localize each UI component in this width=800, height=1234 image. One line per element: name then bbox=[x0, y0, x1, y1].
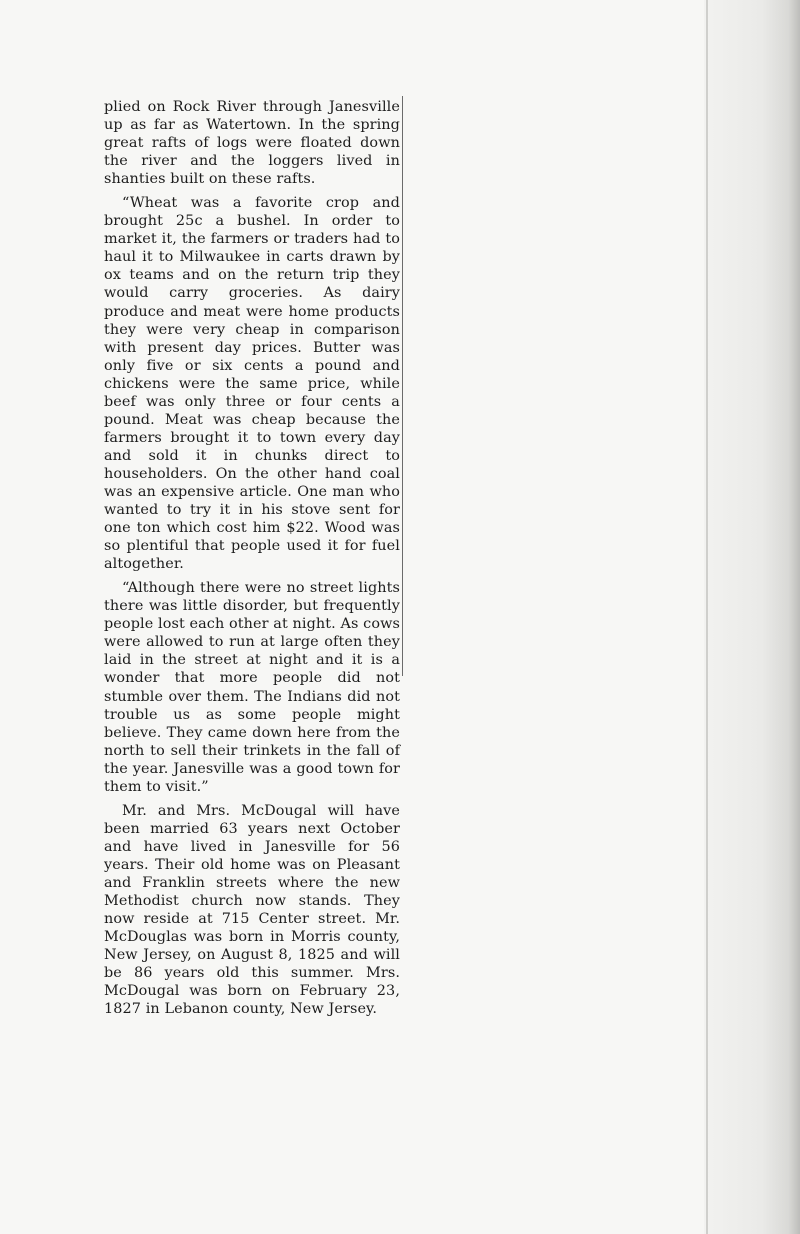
newspaper-column bbox=[104, 98, 400, 1018]
column-rule bbox=[402, 96, 403, 676]
article-paragraph-3: “Although there were no street lights there was little disorder, but frequently people lost each other at night. As cows were allowed to run at large often they laid in the street at night and it is a wonder that more people did not stumble over them. The Indians did not trouble us as some people might believe. They came down here from the north to sell their trinkets in the fall of the year. Janesville was a good town for them to visit.” bbox=[104, 580, 400, 795]
page-fold-line bbox=[706, 0, 708, 1234]
page-edge-shadow bbox=[704, 0, 800, 1234]
article-paragraph-1: plied on Rock River through Janesville up as far as Watertown. In the spring great rafts of logs were floated down the river and the loggers lived in shanties built on these rafts. bbox=[104, 99, 400, 188]
article-paragraph-2: “Wheat was a favorite crop and brought 25c a bushel. In order to market it, the farmers or traders had to haul it to Milwaukee in carts drawn by ox teams and on the return trip they would carry groceries. As dairy produce and meat were home products they were very cheap in comparison with present day prices. Butter was only five or six cents a pound and chickens were the same price, while beef was only three or four cents a pound. Meat was cheap because the farmers brought it to town every day and sold it in chunks direct to householders. On the other hand coal was an expensive article. One man who wanted to try it in his stove sent for one ton which cost him $22. Wood was so plentiful that people used it for fuel altogether. bbox=[104, 195, 400, 573]
article-paragraph-4: Mr. and Mrs. McDougal will have been married 63 years next October and have lived in Janesville for 56 years. Their old home was on Pleasant and Franklin streets where the new Methodist church now stands. They now reside at 715 Center street. Mr. McDouglas was born in Morris county, New Jersey, on August 8, 1825 and will be 86 years old this summer. Mrs. McDougal was born on February 23, 1827 in Lebanon county, New Jersey. bbox=[104, 802, 400, 1018]
